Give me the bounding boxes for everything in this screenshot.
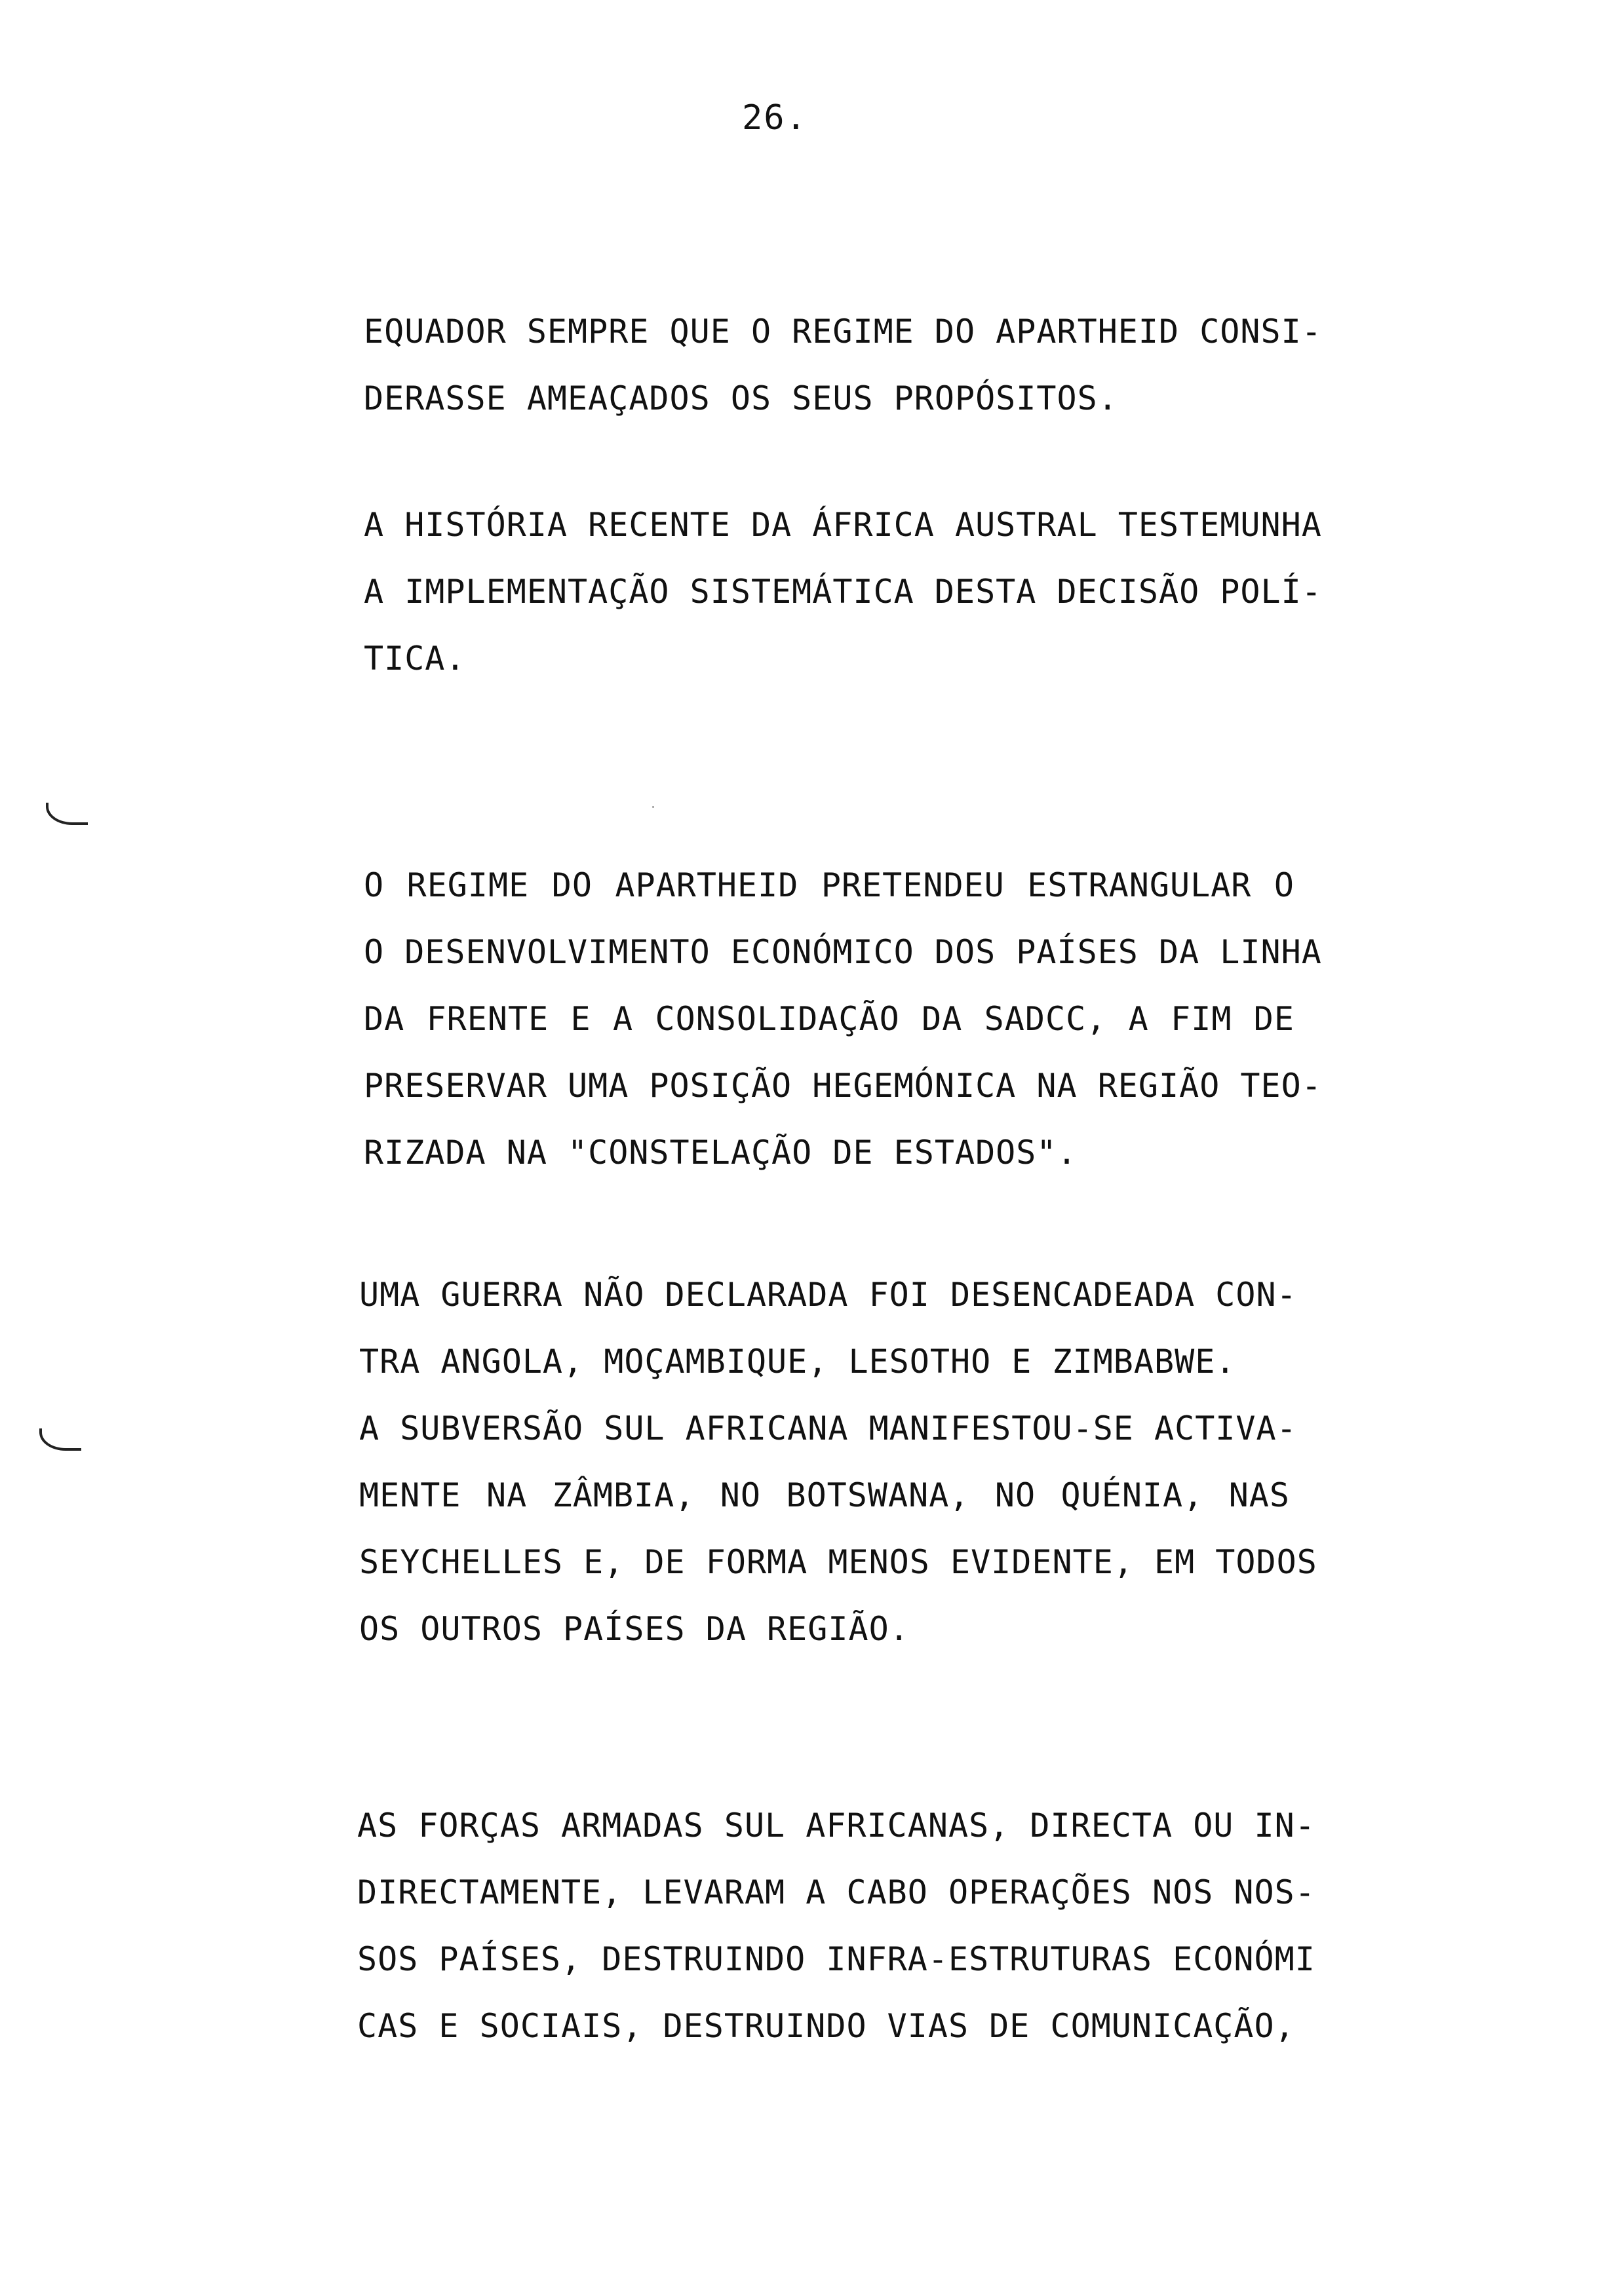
margin-check-mark-icon (46, 803, 88, 825)
paragraph-3 (364, 852, 1322, 1186)
text-line: TICA. (364, 640, 466, 678)
text-line: O DESENVOLVIMENTO ECONÓMICO DOS PAÍSES DA LINHA (364, 933, 1322, 971)
paragraph-1 (364, 298, 1322, 432)
text-line: PRESERVAR UMA POSIÇÃO HEGEMÓNICA NA REGIÃO TEO- (364, 1067, 1322, 1105)
scan-speck (652, 806, 654, 808)
text-line: SEYCHELLES E, DE FORMA MENOS EVIDENTE, EM TODOS (359, 1543, 1317, 1581)
text-line: TRA ANGOLA, MOÇAMBIQUE, LESOTHO E ZIMBABWE. (359, 1343, 1236, 1381)
text-line: SOS PAÍSES, DESTRUINDO INFRA-ESTRUTURAS ECONÓMI (357, 1940, 1315, 1978)
text-line: DA FRENTE E A CONSOLIDAÇÃO DA SADCC, A FIM DE (364, 1000, 1294, 1038)
text-line: A SUBVERSÃO SUL AFRICANA MANIFESTOU-SE ACTIVA- (359, 1409, 1297, 1447)
paragraph-2 (364, 491, 1322, 692)
text-line: DERASSE AMEAÇADOS OS SEUS PROPÓSITOS. (364, 379, 1118, 417)
text-line: MENTE NA ZÂMBIA, NO BOTSWANA, NO QUÉNIA, NAS (359, 1476, 1290, 1514)
text-line: O REGIME DO APARTHEID PRETENDEU ESTRANGULAR O (364, 866, 1294, 904)
text-line: CAS E SOCIAIS, DESTRUINDO VIAS DE COMUNICAÇÃO, (357, 2007, 1295, 2045)
paragraph-5 (357, 1792, 1315, 2059)
text-line: EQUADOR SEMPRE QUE O REGIME DO APARTHEID CONSI- (364, 313, 1322, 351)
text-line: OS OUTROS PAÍSES DA REGIÃO. (359, 1610, 910, 1648)
text-line: DIRECTAMENTE, LEVARAM A CABO OPERAÇÕES NOS NOS- (357, 1873, 1315, 1911)
text-line: RIZADA NA "CONSTELAÇÃO DE ESTADOS". (364, 1134, 1078, 1172)
text-line: A IMPLEMENTAÇÃO SISTEMÁTICA DESTA DECISÃO POLÍ- (364, 573, 1322, 611)
margin-check-mark-icon (39, 1428, 81, 1451)
text-line: AS FORÇAS ARMADAS SUL AFRICANAS, DIRECTA OU IN- (357, 1807, 1315, 1845)
text-line: UMA GUERRA NÃO DECLARADA FOI DESENCADEADA CON- (359, 1276, 1297, 1314)
paragraph-4 (359, 1261, 1317, 1662)
page-number: 26. (742, 98, 808, 138)
text-line: A HISTÓRIA RECENTE DA ÁFRICA AUSTRAL TESTEMUNHA (364, 506, 1322, 544)
